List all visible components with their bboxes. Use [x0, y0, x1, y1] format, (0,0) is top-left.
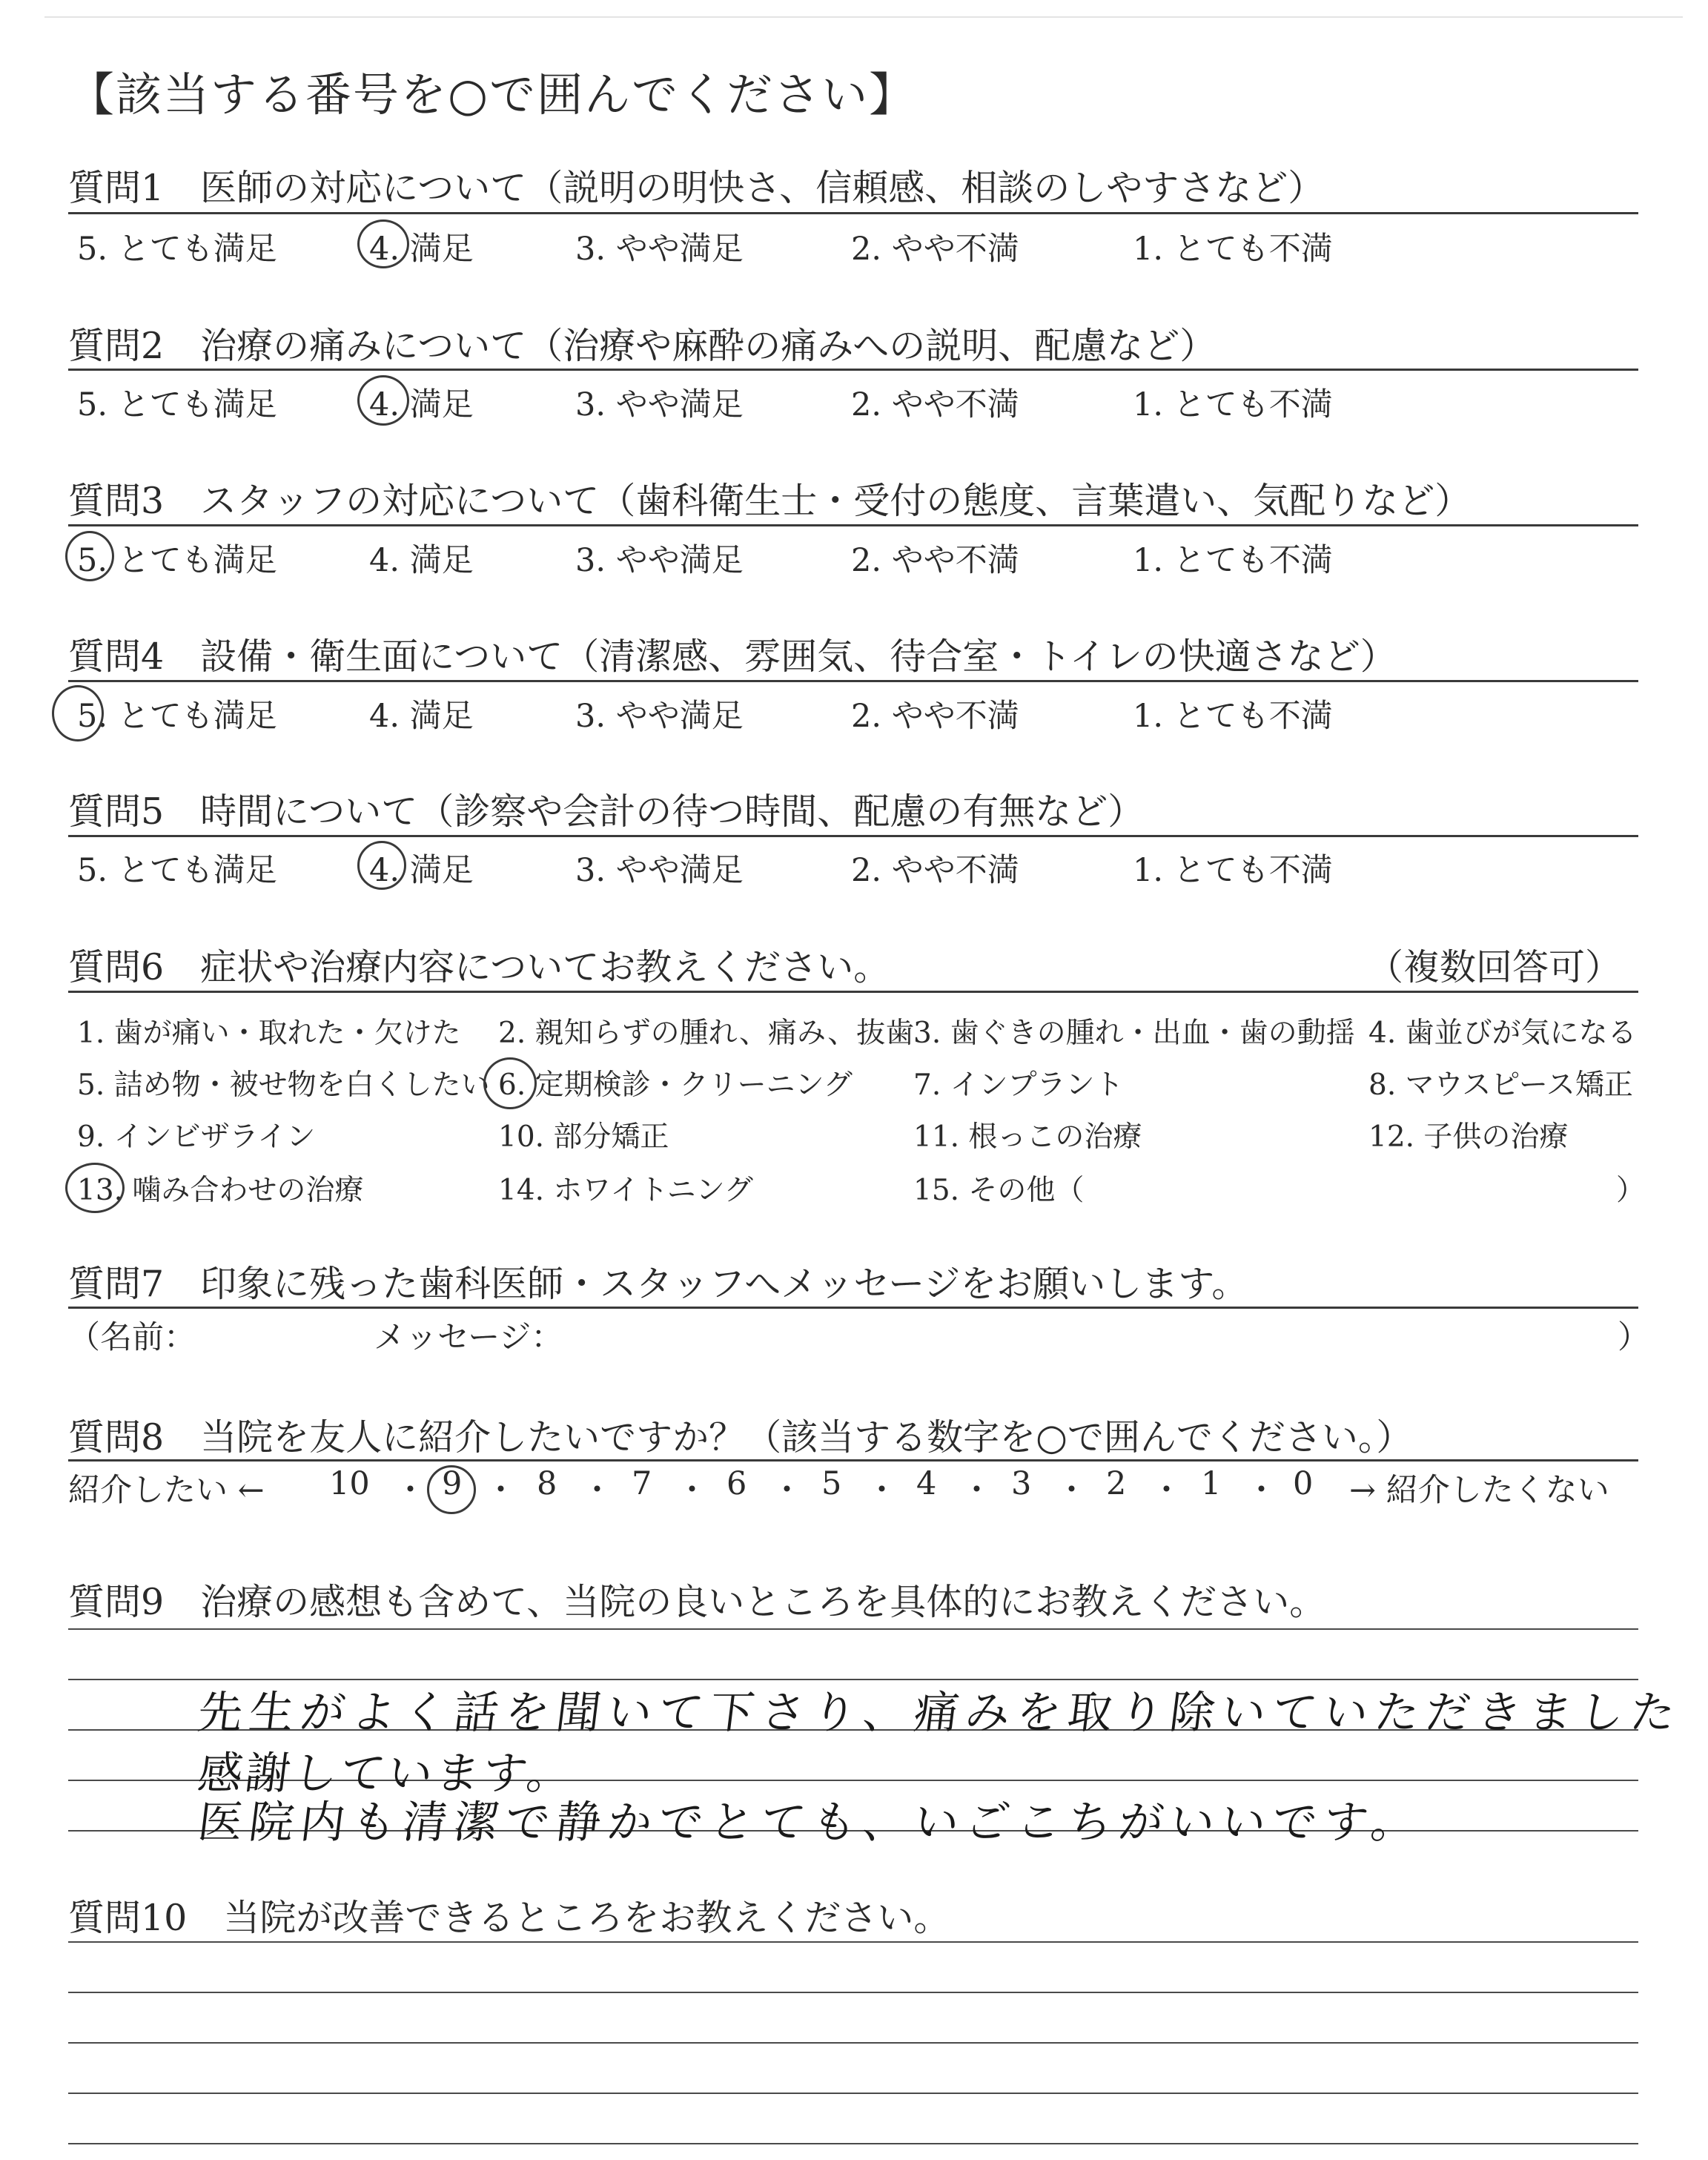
q6-option-15[interactable]: 15. その他（: [913, 1174, 1085, 1207]
q7-rule: [68, 1307, 1638, 1309]
q10-line-4: [68, 2093, 1638, 2094]
q6-multiple-answer-note: （複数回答可）: [1367, 946, 1622, 988]
q8-dot: ・: [866, 1472, 898, 1509]
q8-dot: ・: [676, 1472, 708, 1509]
q5-option-1[interactable]: 1. とても不満: [1133, 852, 1333, 889]
q6-option-13[interactable]: 13. 噛み合わせの治療: [77, 1174, 364, 1207]
q1-option-5[interactable]: 5. とても満足: [77, 231, 277, 268]
q3-rule: [68, 524, 1638, 526]
q9-heading: 質問9 治療の感想も含めて、当院の良いところを具体的にお教えください。: [68, 1581, 1326, 1623]
q10-heading: 質問10 当院が改善できるところをお教えください。: [68, 1897, 950, 1939]
q5-heading: 質問5 時間について（診察や会計の待つ時間、配慮の有無など）: [68, 790, 1145, 833]
q3-selected-circle: [65, 531, 114, 581]
q9-line-1: [68, 1628, 1638, 1630]
q7-name-label: （名前：: [68, 1319, 196, 1356]
q6-option-8[interactable]: 8. マウスピース矯正: [1368, 1069, 1633, 1102]
q9-answer-line-3: 医院内も清潔で静かでとても、いごこちがいいです。: [195, 1797, 1426, 1849]
q6-option-7[interactable]: 7. インプラント: [913, 1069, 1124, 1102]
q10-line-5: [68, 2143, 1638, 2144]
q3-heading: 質問3 スタッフの対応について（歯科衛生士・受付の態度、言葉遣い、気配りなど）: [68, 480, 1472, 522]
q5-selected-circle: [357, 841, 406, 890]
q8-scale-7[interactable]: 7: [632, 1465, 652, 1502]
q4-option-1[interactable]: 1. とても不満: [1133, 698, 1333, 735]
q6-option-12[interactable]: 12. 子供の治療: [1368, 1120, 1569, 1154]
q6-option-15-close-paren: ）: [1616, 1174, 1646, 1207]
q1-selected-circle: [357, 219, 409, 268]
q1-option-4[interactable]: 4. 満足: [369, 231, 474, 268]
q3-option-2[interactable]: 2. やや不満: [851, 542, 1019, 579]
q8-scale-10[interactable]: 10: [329, 1465, 370, 1502]
q6-option-3[interactable]: 3. 歯ぐきの腫れ・出血・歯の動揺: [913, 1017, 1355, 1050]
q7-close-paren: ）: [1618, 1319, 1649, 1356]
q6-option-5[interactable]: 5. 詰め物・被せ物を白くしたい: [77, 1069, 490, 1102]
q6-option-4[interactable]: 4. 歯並びが気になる: [1368, 1017, 1637, 1050]
q2-option-4[interactable]: 4. 満足: [369, 386, 474, 423]
q8-scale-4[interactable]: 4: [916, 1465, 937, 1502]
page-top-edge: [44, 16, 1683, 18]
q2-option-2[interactable]: 2. やや不満: [851, 386, 1019, 423]
q8-dot: ・: [961, 1472, 993, 1509]
q6-selected-circle-6: [483, 1057, 537, 1109]
form-title: 【該当する番号を○で囲んでください】: [68, 67, 917, 122]
q6-option-6[interactable]: 6. 定期検診・クリーニング: [498, 1069, 853, 1102]
q4-option-2[interactable]: 2. やや不満: [851, 698, 1019, 735]
q8-scale-3[interactable]: 3: [1011, 1465, 1032, 1502]
q6-option-10[interactable]: 10. 部分矯正: [498, 1120, 669, 1154]
q3-option-4[interactable]: 4. 満足: [369, 542, 474, 579]
q4-selected-circle: [52, 685, 104, 742]
q2-heading: 質問2 治療の痛みについて（治療や麻酔の痛みへの説明、配慮など）: [68, 325, 1217, 367]
q4-heading: 質問4 設備・衛生面について（清潔感、雰囲気、待合室・トイレの快適さなど）: [68, 635, 1397, 678]
q7-message-label: メッセージ：: [374, 1319, 563, 1356]
q8-scale-1[interactable]: 1: [1201, 1465, 1222, 1502]
q8-dot: ・: [1245, 1472, 1277, 1509]
q8-rule: [68, 1459, 1638, 1462]
q8-dot: ・: [771, 1472, 803, 1509]
q8-left-label: 紹介したい ←: [68, 1472, 265, 1509]
q4-option-5[interactable]: 5. とても満足: [77, 698, 277, 735]
q8-selected-circle: [427, 1465, 476, 1514]
q1-rule: [68, 212, 1638, 214]
q8-dot: ・: [1056, 1472, 1088, 1509]
q6-selected-circle-13: [65, 1163, 125, 1213]
q2-rule: [68, 369, 1638, 371]
q6-option-14[interactable]: 14. ホワイトニング: [498, 1174, 753, 1207]
q8-scale-5[interactable]: 5: [821, 1465, 842, 1502]
q10-line-1: [68, 1941, 1638, 1943]
q8-scale-0[interactable]: 0: [1293, 1465, 1314, 1502]
q9-answer-line-2: 感謝しています。: [195, 1748, 577, 1800]
q8-scale-8[interactable]: 8: [537, 1465, 557, 1502]
q6-option-2[interactable]: 2. 親知らずの腫れ、痛み、抜歯: [498, 1017, 915, 1050]
q1-option-1[interactable]: 1. とても不満: [1133, 231, 1333, 268]
q2-option-5[interactable]: 5. とても満足: [77, 386, 277, 423]
q1-option-3[interactable]: 3. やや満足: [575, 231, 744, 268]
q6-rule: [68, 991, 1638, 993]
q3-option-1[interactable]: 1. とても不満: [1133, 542, 1333, 579]
q8-right-label: → 紹介したくない: [1349, 1472, 1609, 1509]
q6-option-11[interactable]: 11. 根っこの治療: [913, 1120, 1142, 1154]
q5-rule: [68, 835, 1638, 837]
q2-option-3[interactable]: 3. やや満足: [575, 386, 744, 423]
q8-scale-2[interactable]: 2: [1106, 1465, 1127, 1502]
q5-option-5[interactable]: 5. とても満足: [77, 852, 277, 889]
q8-scale-6[interactable]: 6: [726, 1465, 747, 1502]
q9-answer-line-1: 先生がよく話を聞いて下さり、痛みを取り除いていただきました: [195, 1687, 1685, 1739]
q2-option-1[interactable]: 1. とても不満: [1133, 386, 1333, 423]
q5-option-3[interactable]: 3. やや満足: [575, 852, 744, 889]
q1-heading: 質問1 医師の対応について（説明の明快さ、信頼感、相談のしやすさなど）: [68, 167, 1325, 209]
q4-option-4[interactable]: 4. 満足: [369, 698, 474, 735]
q10-line-2: [68, 1992, 1638, 1993]
q5-option-2[interactable]: 2. やや不満: [851, 852, 1019, 889]
q2-selected-circle: [357, 375, 409, 426]
q8-scale-9[interactable]: 9: [442, 1465, 463, 1502]
q3-option-3[interactable]: 3. やや満足: [575, 542, 744, 579]
q8-heading: 質問8 当院を友人に紹介したいですか？（該当する数字を○で囲んでください。）: [68, 1416, 1413, 1459]
q8-dot: ・: [1151, 1472, 1182, 1509]
q10-line-3: [68, 2042, 1638, 2044]
q5-option-4[interactable]: 4. 満足: [369, 852, 474, 889]
q8-dot: ・: [485, 1472, 517, 1509]
q6-option-9[interactable]: 9. インビザライン: [77, 1120, 316, 1154]
q8-dot: ・: [581, 1472, 613, 1509]
q1-option-2[interactable]: 2. やや不満: [851, 231, 1019, 268]
q6-heading: 質問6 症状や治療内容についてお教えください。: [68, 946, 890, 988]
q4-option-3[interactable]: 3. やや満足: [575, 698, 744, 735]
q7-heading: 質問7 印象に残った歯科医師・スタッフへメッセージをお願いします。: [68, 1263, 1248, 1305]
q4-rule: [68, 680, 1638, 682]
q8-dot: ・: [394, 1472, 426, 1509]
q3-option-5[interactable]: 5. とても満足: [77, 542, 277, 579]
q6-option-1[interactable]: 1. 歯が痛い・取れた・欠けた: [77, 1017, 461, 1050]
